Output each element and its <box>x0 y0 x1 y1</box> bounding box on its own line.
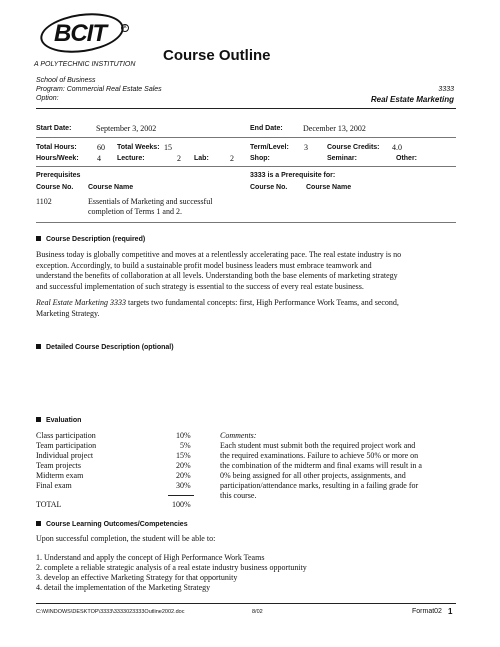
lecture-value: 2 <box>177 154 181 163</box>
footer-divider <box>36 603 456 604</box>
course-credits-value: 4.0 <box>392 143 402 152</box>
registered-mark: R <box>121 24 129 32</box>
seminar-label: Seminar: <box>327 155 357 162</box>
evaluation-percent: 20% <box>176 461 191 470</box>
footer-code: 8/02 <box>252 609 263 615</box>
other-label: Other: <box>396 155 417 162</box>
divider <box>36 166 456 167</box>
school-name: School of Business <box>36 77 96 84</box>
hours-week-label: Hours/Week: <box>36 155 79 162</box>
end-date-label: End Date: <box>250 125 283 132</box>
prereq-course-name-line2: completion of Terms 1 and 2. <box>88 207 182 216</box>
bullet-square-icon <box>36 344 41 349</box>
total-rule <box>168 495 194 496</box>
course-number: 3333 <box>438 86 454 93</box>
evaluation-percent: 20% <box>176 471 191 480</box>
outcome-item: 4. detail the implementation of the Marketing Strategy <box>36 583 211 592</box>
logo-tagline: A POLYTECHNIC INSTITUTION <box>34 61 136 68</box>
divider <box>36 222 456 223</box>
evaluation-total-value: 100% <box>172 500 191 509</box>
bullet-square-icon <box>36 417 41 422</box>
evaluation-heading: Evaluation <box>36 417 81 424</box>
evaluation-item: Team participation <box>36 441 97 450</box>
course-title: Real Estate Marketing <box>370 95 454 104</box>
footer-file-path: C:\WINDOWS\DESKTOP\3333\3333023333Outline2002.doc <box>36 609 185 615</box>
evaluation-item: Team projects <box>36 461 81 470</box>
bullet-square-icon <box>36 521 41 526</box>
prerequisites-heading: Prerequisites <box>36 172 81 179</box>
comments-label: Comments: <box>220 431 257 440</box>
end-date-value: December 13, 2002 <box>303 124 366 133</box>
outcome-item: 3. develop an effective Marketing Strategy for that opportunity <box>36 573 238 582</box>
evaluation-total-label: TOTAL <box>36 500 62 509</box>
is-prerequisite-heading: 3333 is a Prerequisite for: <box>250 172 336 179</box>
lab-label: Lab: <box>194 155 209 162</box>
outcome-item: 2. complete a reliable strategic analysis of a real estate industry business opportunity <box>36 563 307 572</box>
evaluation-percent: 30% <box>176 481 191 490</box>
course-description-focus: Real Estate Marketing 3333 targets two fundamental concepts: first, High Performance Work Teams, and second, Marketing Strategy. <box>36 298 399 318</box>
total-weeks-value: 15 <box>164 143 172 152</box>
evaluation-percent: 5% <box>180 441 191 450</box>
postreq-col-course-name: Course Name <box>306 184 352 191</box>
comments-text: Each student must submit both the required project work and the required examinations. Failure to achieve 50% or more on the combination of the midterm and final exams will result in a 0% being assigned for all other projects, assignments, and participation/attendance marks, resulting in a failing grade for this course. <box>220 441 422 500</box>
bullet-square-icon <box>36 236 41 241</box>
page-number: 1 <box>448 607 453 616</box>
term-level-value: 3 <box>304 143 308 152</box>
evaluation-percent: 10% <box>176 431 191 440</box>
evaluation-item: Class participation <box>36 431 96 440</box>
divider <box>36 108 456 109</box>
hours-week-value: 4 <box>97 154 101 163</box>
prereq-course-no: 1102 <box>36 197 52 206</box>
footer-form: Format02 <box>412 608 442 615</box>
prereq-col-course-name: Course Name <box>88 184 134 191</box>
total-hours-value: 60 <box>97 143 105 152</box>
outcomes-heading: Course Learning Outcomes/Competencies <box>36 521 188 528</box>
lab-value: 2 <box>230 154 234 163</box>
evaluation-item: Midterm exam <box>36 471 84 480</box>
divider <box>36 137 456 138</box>
total-weeks-label: Total Weeks: <box>117 144 160 151</box>
shop-label: Shop: <box>250 155 270 162</box>
lecture-label: Lecture: <box>117 155 145 162</box>
course-description-text: Business today is globally competitive and moves at a relentlessly accelerating pace. The real estate industry is no exception. Accordingly, to build a sustainable profit model business leaders must embrace teamwork and understand the benefits of collaboration at all levels. Understanding both the base elements of marketing strategy and successful implementation of such strategy is essential to the success of every real estate business. <box>36 250 402 291</box>
detailed-description-heading: Detailed Course Description (optional) <box>36 344 174 351</box>
option-label: Option: <box>36 95 59 102</box>
page-title: Course Outline <box>163 47 271 64</box>
start-date-label: Start Date: <box>36 125 72 132</box>
program-name: Program: Commercial Real Estate Sales <box>36 86 162 93</box>
term-level-label: Term/Level: <box>250 144 289 151</box>
course-credits-label: Course Credits: <box>327 144 380 151</box>
prereq-course-name-line1: Essentials of Marketing and successful <box>88 197 213 206</box>
course-description-heading: Course Description (required) <box>36 236 145 243</box>
evaluation-percent: 15% <box>176 451 191 460</box>
postreq-col-course-no: Course No. <box>250 184 288 191</box>
outcomes-intro: Upon successful completion, the student will be able to: <box>36 534 216 543</box>
logo-wordmark: BCIT <box>54 20 106 47</box>
evaluation-item: Final exam <box>36 481 72 490</box>
outcome-item: 1. Understand and apply the concept of High Performance Work Teams <box>36 553 265 562</box>
total-hours-label: Total Hours: <box>36 144 77 151</box>
start-date-value: September 3, 2002 <box>96 124 157 133</box>
evaluation-item: Individual project <box>36 451 94 460</box>
prereq-col-course-no: Course No. <box>36 184 74 191</box>
